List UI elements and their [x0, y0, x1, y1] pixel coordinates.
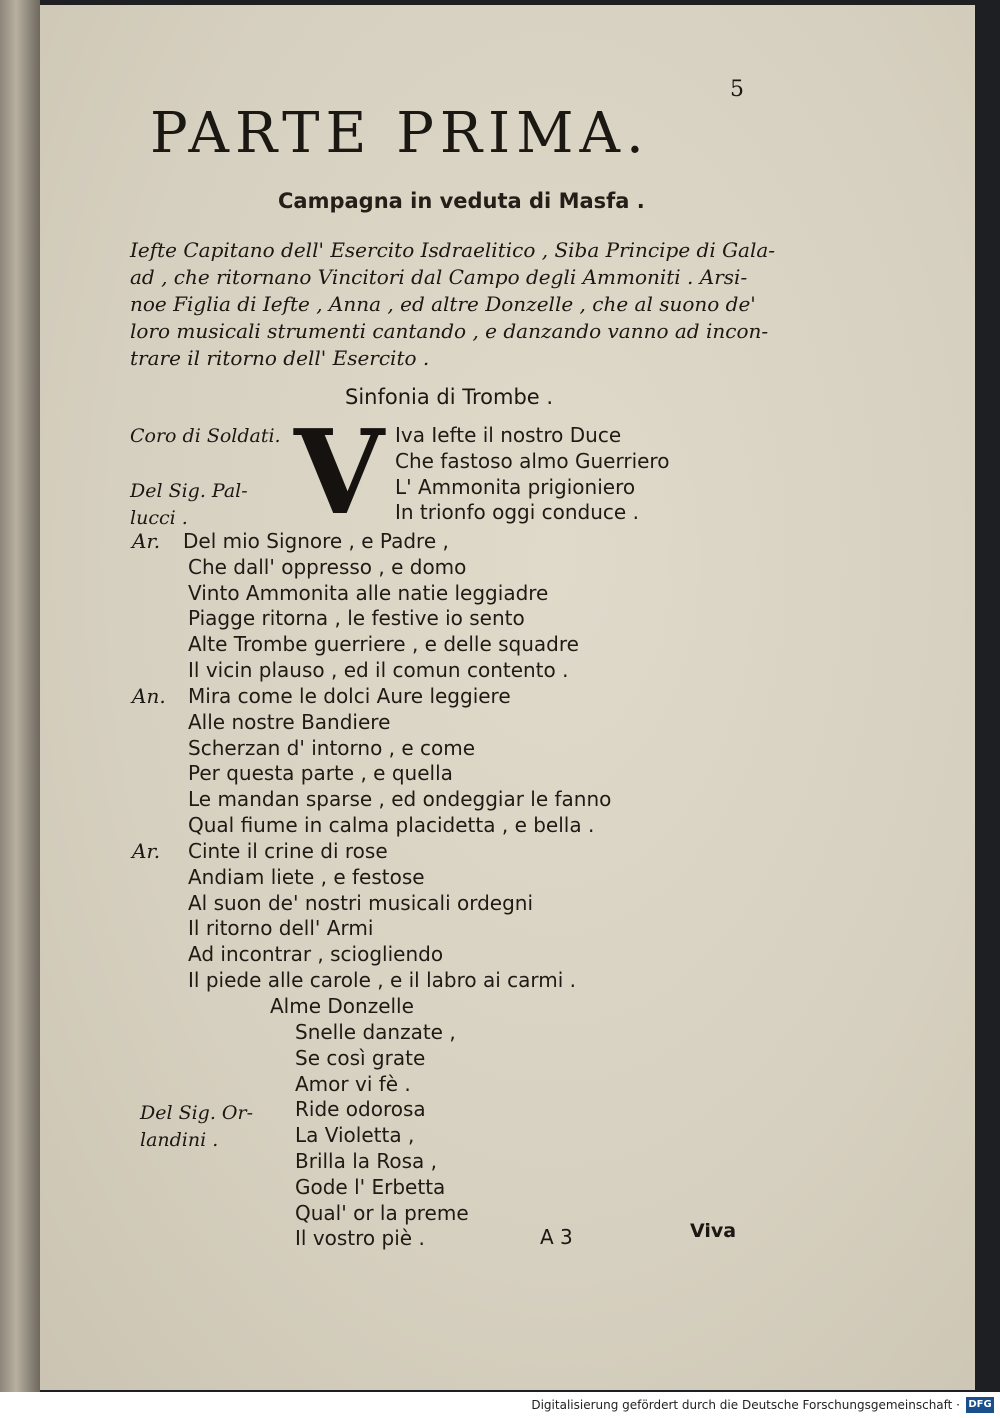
verse-line: In trionfo oggi conduce .: [395, 500, 639, 525]
an-verses: [188, 684, 611, 839]
verse-line: Se così grate: [295, 1045, 426, 1070]
speaker-label: Ar.: [132, 529, 161, 553]
funding-credit: Digitalisierung gefördert durch die Deutsche Forschungsgemeinschaft ·: [531, 1398, 960, 1412]
verse-line: Mira come le dolci Aure leggiere: [188, 684, 511, 708]
argument-line: loro musicali strumenti cantando , e danzando vanno ad incon-: [130, 319, 769, 343]
verse-line: Iva Iefte il nostro Duce: [395, 423, 622, 447]
book-page: [40, 5, 975, 1390]
argument-line: trare il ritorno dell' Esercito .: [130, 346, 430, 370]
argument-line: ad , che ritornano Vincitori dal Campo degli Ammoniti . Arsi-: [130, 265, 748, 289]
footer-bar: [0, 1392, 1000, 1419]
argument-line: Iefte Capitano dell' Esercito Isdraelitico , Siba Principe di Gala-: [130, 238, 776, 262]
composer-note-line: Del Sig. Or-: [140, 1102, 254, 1124]
verse-line: Le mandan sparse , ed ondeggiar le fanno: [188, 787, 612, 812]
verse-line: Vinto Ammonita alle natie leggiadre: [188, 580, 549, 605]
composer-note-line: Del Sig. Pal-: [130, 480, 248, 502]
verse-line: Amor vi fè .: [295, 1071, 411, 1096]
verse-line: L' Ammonita prigioniero: [395, 474, 636, 499]
verse-line: Ad incontrar , sciogliendo: [188, 942, 444, 967]
dfg-logo: DFG: [966, 1397, 994, 1413]
verse-line: Il vicin plauso , ed il comun contento .: [188, 657, 569, 682]
ar-verses-2: [188, 839, 576, 994]
verse-line: Ride odorosa: [295, 1097, 426, 1122]
composer-note-line: lucci .: [130, 507, 188, 529]
aria-verses: [295, 1020, 469, 1252]
verse-line: Al suon de' nostri musicali ordegni: [188, 890, 534, 915]
coro-label: Coro di Soldati.: [130, 425, 281, 447]
speaker-label: An.: [132, 684, 166, 708]
drop-cap: V: [294, 405, 385, 541]
catchword: Viva: [690, 1220, 737, 1242]
argument-line: noe Figlia di Iefte , Anna , ed altre Donzelle , che al suono de': [130, 292, 756, 316]
verse-line: Qual' or la preme: [295, 1200, 469, 1225]
composer-note-orlandini: [140, 1100, 253, 1154]
composer-note-line: landini .: [140, 1129, 219, 1151]
scene-heading: Campagna in veduta di Masfa .: [278, 189, 645, 213]
verse-line: Gode l' Erbetta: [295, 1174, 446, 1199]
argument-paragraph: [130, 237, 776, 372]
verse-line: Alle nostre Bandiere: [188, 709, 391, 734]
verse-line: Del mio Signore , e Padre ,: [183, 529, 449, 553]
signature-mark: A 3: [540, 1225, 573, 1249]
verse-line: Il vostro piè .: [295, 1226, 425, 1251]
verse-line: La Violetta ,: [295, 1123, 415, 1148]
facing-page-edge: [0, 0, 40, 1392]
verse-line: Che fastoso almo Guerriero: [395, 448, 670, 473]
coro-verses: [395, 423, 669, 526]
verse-line: Alte Trombe guerriere , e delle squadre: [188, 632, 579, 657]
verse-line: Snelle danzate ,: [295, 1020, 456, 1044]
verse-line: Il piede alle carole , e il labro ai carmi .: [188, 967, 577, 992]
verse-line: Qual fiume in calma placidetta , e bella .: [188, 812, 595, 837]
verse-line: Brilla la Rosa ,: [295, 1148, 438, 1173]
page-title: PARTE PRIMA.: [150, 101, 650, 166]
verse-line: Piagge ritorna , le festive io sento: [188, 606, 525, 631]
composer-note-pallucci: [130, 478, 248, 532]
verse-line: Che dall' oppresso , e domo: [188, 554, 467, 579]
aria-first-line: Alme Donzelle: [270, 994, 414, 1018]
verse-line: Cinte il crine di rose: [188, 839, 388, 863]
page-number: 5: [730, 77, 744, 102]
verse-line: Andiam liete , e festose: [188, 864, 425, 889]
verse-line: Per questa parte , e quella: [188, 761, 453, 786]
sinfonia-heading: Sinfonia di Trombe .: [345, 385, 554, 409]
verse-line: Scherzan d' intorno , e come: [188, 735, 476, 760]
speaker-label: Ar.: [132, 839, 161, 863]
ar-verses-1: [183, 529, 579, 684]
verse-line: Il ritorno dell' Armi: [188, 916, 374, 941]
